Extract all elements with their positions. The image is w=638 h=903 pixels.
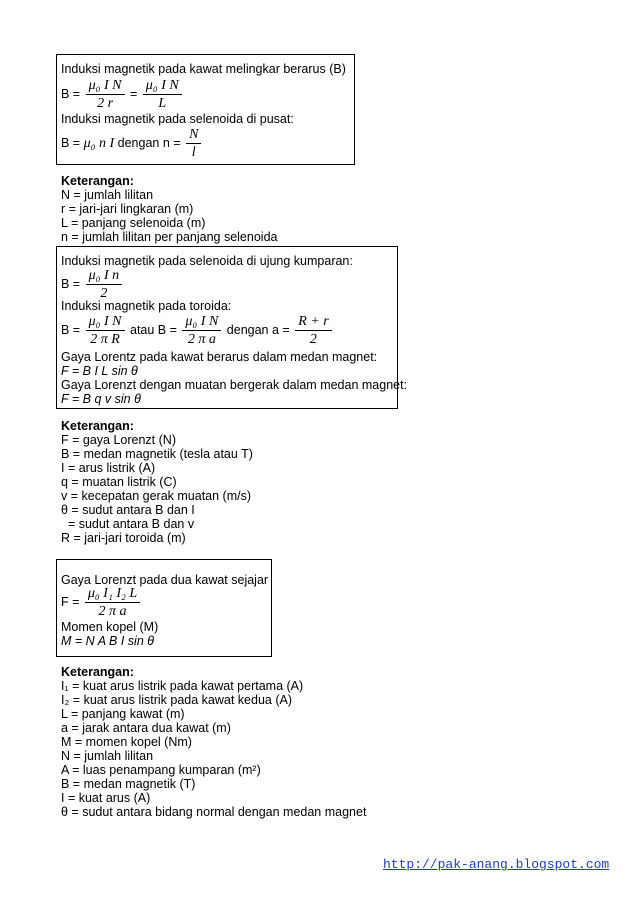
box2-eq2-frac3 (295, 313, 331, 348)
box1-eq1-lhs: B = (61, 86, 81, 101)
ket3-item: θ = sudut antara bidang normal dengan medan magnet (61, 805, 367, 819)
box2-eq2-num3: R + r (295, 313, 331, 331)
box1-eq1-eq: = (130, 86, 138, 101)
box3-line1: Gaya Lorenzt pada dua kawat sejajar (61, 573, 269, 587)
ket3-item: I = kuat arus (A) (61, 791, 151, 805)
blog-url-link[interactable]: http://pak-anang.blogspot.com (383, 857, 610, 872)
box3-eq1 (61, 585, 142, 620)
box1-eq2-mid: μ₀ n I (83, 135, 115, 151)
ket2-item: B = medan magnetik (tesla atau T) (61, 447, 253, 461)
ket2-item: R = jari-jari toroida (m) (61, 531, 186, 545)
ket3-item: A = luas penampang kumparan (m²) (61, 763, 261, 777)
box2-eq1 (61, 267, 124, 302)
box2-line1: Induksi magnetik pada selenoida di ujung kumparan: (61, 254, 353, 268)
box2-eq2-mid: atau B = (130, 322, 177, 337)
box2-line6: F = B q v sin θ (61, 392, 141, 406)
box2-eq2 (61, 313, 334, 348)
box2-eq2-den2: 2 π a (187, 332, 216, 347)
ket3-title: Keterangan: (61, 665, 134, 679)
box2-eq1-den: 2 (100, 286, 108, 301)
box2-eq1-num: μ₀ I n (86, 267, 123, 285)
box3-eq1-frac (85, 585, 140, 620)
ket3-item: I₁ = kuat arus listrik pada kawat pertama (A) (61, 679, 304, 693)
box1-eq2-text: dengan n = (117, 135, 181, 150)
ket2-item: I = arus listrik (A) (61, 461, 156, 475)
ket2-item: v = kecepatan gerak muatan (m/s) (61, 489, 252, 503)
box2-line5: Gaya Lorenzt dengan muatan bergerak dalam medan magnet: (61, 378, 408, 392)
box2-line4: F = B I L sin θ (61, 364, 138, 378)
box1-eq2-den: l (191, 145, 196, 160)
ket2-item: F = gaya Lorenzt (N) (61, 433, 176, 447)
box1-line1: Induksi magnetik pada kawat melingkar berarus (B) (61, 62, 346, 76)
ket2-title: Keterangan: (61, 419, 134, 433)
box1-eq1-frac2 (143, 77, 182, 112)
box1-eq1 (61, 77, 184, 112)
box1-eq2 (61, 126, 203, 161)
ket1-title: Keterangan: (61, 174, 134, 188)
box1-eq1-den1: 2 r (97, 96, 114, 111)
box1-line2: Induksi magnetik pada selenoida di pusat: (61, 112, 294, 126)
box1-eq1-num2: μ₀ I N (143, 77, 182, 95)
ket1-item: N = jumlah lilitan (61, 188, 154, 202)
box2-eq1-lhs: B = (61, 276, 81, 291)
box1-eq1-frac1 (86, 77, 125, 112)
box3-eq1-den: 2 π a (98, 604, 127, 619)
box2-eq2-frac2 (182, 313, 221, 348)
box2-eq2-frac1 (86, 313, 125, 348)
box1-eq1-num1: μ₀ I N (86, 77, 125, 95)
box2-eq2-den3: 2 (309, 332, 317, 347)
box1-eq2-lhs: B = (61, 135, 81, 150)
box2-eq1-frac (86, 267, 123, 302)
ket1-item: n = jumlah lilitan per panjang selenoida (61, 230, 278, 244)
ket2-item: = sudut antara B dan v (61, 517, 195, 531)
box2-eq2-lhs: B = (61, 322, 81, 337)
ket3-item: I₂ = kuat arus listrik pada kawat kedua (A) (61, 693, 292, 707)
box3-eq1-num: μ₀ I₁ I₂ L (85, 585, 140, 603)
box3-line2: Momen kopel (M) (61, 620, 159, 634)
ket3-item: a = jarak antara dua kawat (m) (61, 721, 231, 735)
ket1-item: r = jari-jari lingkaran (m) (61, 202, 194, 216)
box3-line3: M = N A B I sin θ (61, 634, 155, 648)
ket1-item: L = panjang selenoida (m) (61, 216, 206, 230)
ket2-item: q = muatan listrik (C) (61, 475, 177, 489)
ket3-item: L = panjang kawat (m) (61, 707, 185, 721)
box2-eq2-num2: μ₀ I N (182, 313, 221, 331)
box1-eq2-frac (186, 126, 201, 161)
ket3-item: N = jumlah lilitan (61, 749, 154, 763)
box3-eq1-lhs: F = (61, 594, 80, 609)
box1-eq2-num: N (186, 126, 201, 144)
ket3-item: M = momen kopel (Nm) (61, 735, 192, 749)
ket2-item: θ = sudut antara B dan I (61, 503, 195, 517)
box2-line2: Induksi magnetik pada toroida: (61, 299, 232, 313)
box2-eq2-den1: 2 π R (90, 332, 120, 347)
box2-eq2-text: dengan a = (226, 322, 290, 337)
ket3-item: B = medan magnetik (T) (61, 777, 196, 791)
box2-eq2-num1: μ₀ I N (86, 313, 125, 331)
box2-line3: Gaya Lorentz pada kawat berarus dalam medan magnet: (61, 350, 378, 364)
box1-eq1-den2: L (158, 96, 167, 111)
